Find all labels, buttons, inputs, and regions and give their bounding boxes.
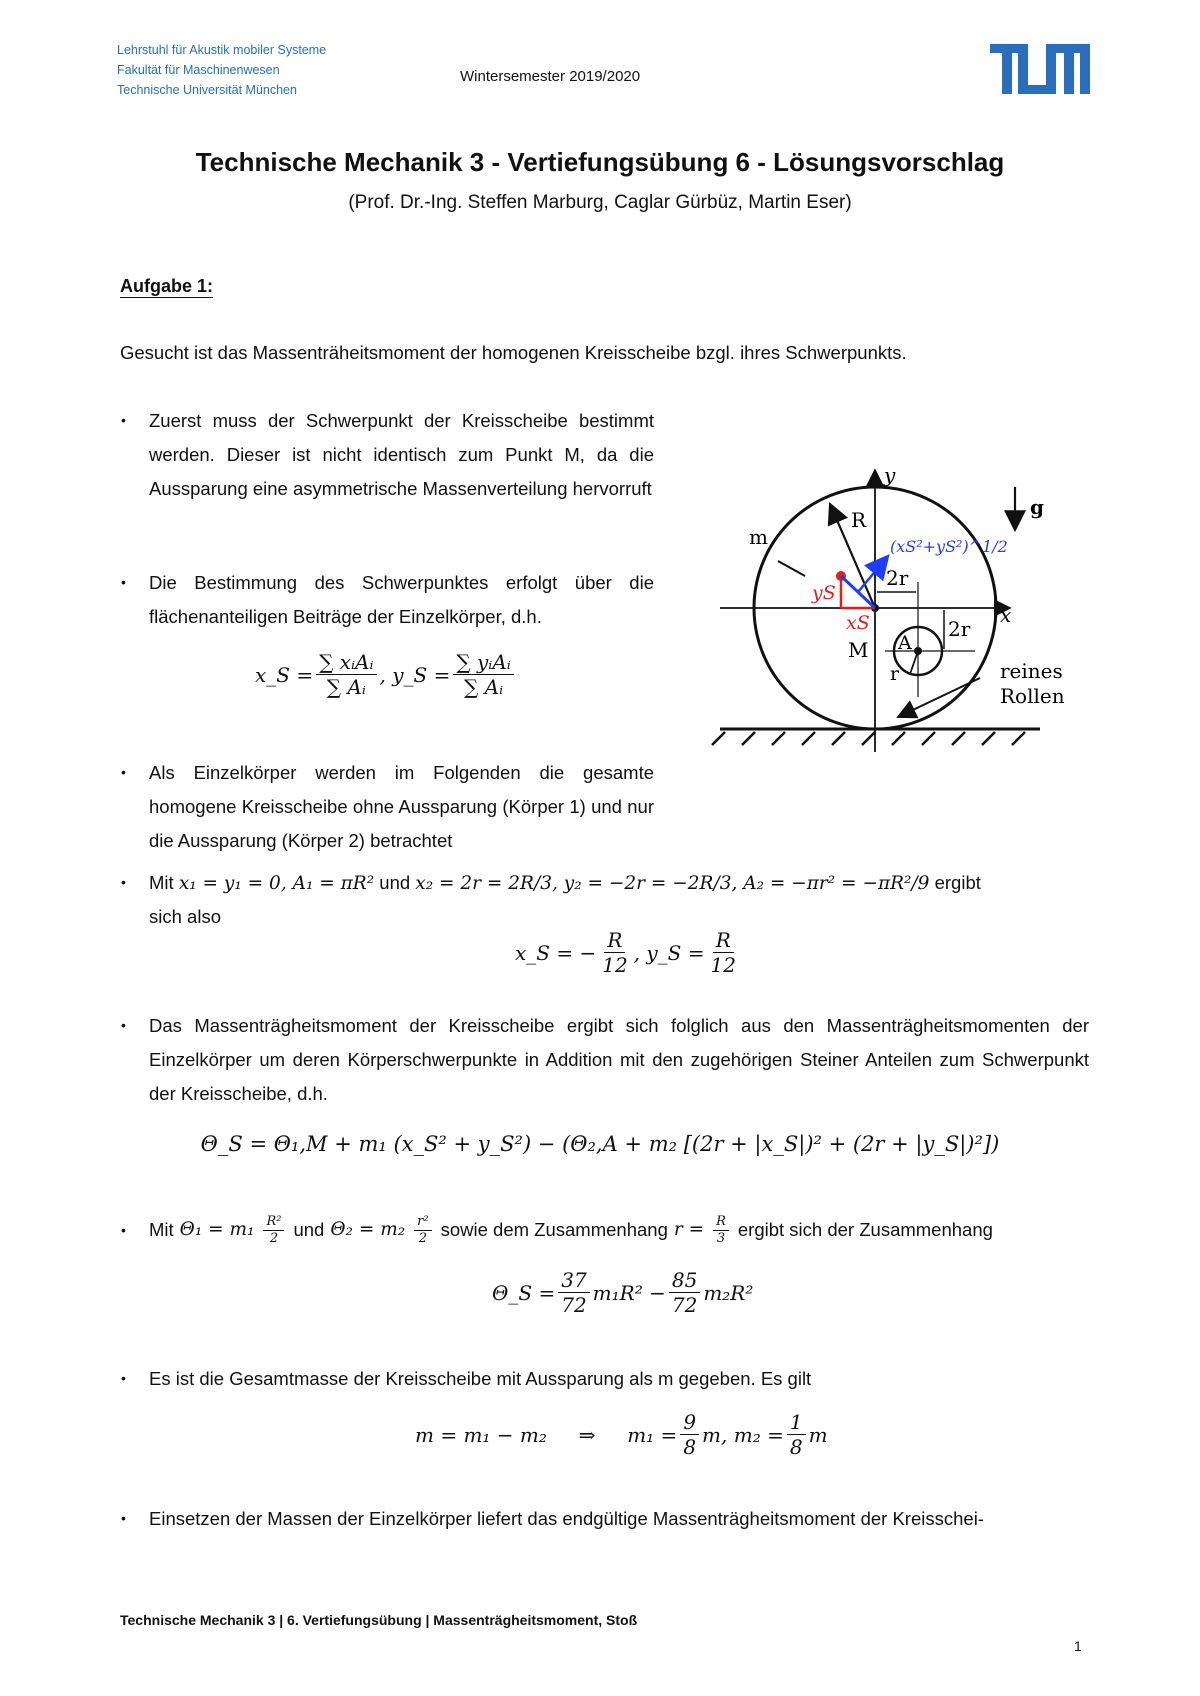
label-xs: xS [846,612,870,634]
eq-text: , y_S = [379,662,451,687]
page-footer: Technische Mechanik 3 | 6. Vertiefungsübung | Massenträgheitsmoment, Stoß [120,1612,638,1628]
task-heading: Aufgabe 1: [120,276,214,296]
text: und [379,872,411,893]
bullet-text-2: Die Bestimmung des Schwerpunktes erfolgt über die flächenanteiligen Beiträge der Einzelkörper, d.h. [149,572,654,627]
eq-text: m₂R² [703,1280,754,1305]
label-reines: reines [1000,659,1063,683]
label-g: g [1030,495,1044,519]
label-ys: yS [812,582,836,604]
fraction [558,1268,589,1317]
tum-logo [990,44,1090,94]
inline-math: x₂ = 2r = 2R/3, y₂ = −2r = −2R/3, A₂ = −πr² = −πR²/9 [415,873,930,894]
equation-centroid-formula [255,650,517,699]
bullet-icon: • [121,1017,126,1033]
bullet-icon: • [121,1222,126,1238]
frac-num: 1 [787,1410,806,1435]
bullet-text-6 [149,1204,1089,1256]
label-m: m [749,525,768,549]
equation-centroid-result [515,928,742,977]
disk-figure [700,452,1120,752]
label-x: x [1000,603,1012,627]
fraction [414,1214,431,1247]
label-A: A [898,632,912,654]
frac-den: 72 [561,1293,587,1317]
fraction [599,928,630,977]
fraction [787,1410,806,1459]
frac-den: 2 [269,1230,279,1246]
frac-num: R [713,1214,729,1231]
bullet-icon: • [121,764,126,780]
label-r: r [890,663,900,685]
text: Mit [149,1219,174,1240]
eq-text: m [808,1422,828,1447]
bullet-text-4 [149,866,1089,901]
institute-block [117,40,326,100]
label-R: R [851,508,867,532]
bullet-text-3: Als Einzelkörper werden im Folgenden die gesamte homogene Kreisscheibe ohne Aussparung (Körper 1) und nur die Aussparung (Körper 2) betrachtet [149,762,654,851]
frac-num: R [604,928,625,953]
eq-text: m₁R² − [592,1280,666,1305]
equation-masses [415,1410,828,1459]
inline-math: x₁ = y₁ = 0, A₁ = πR² [178,873,375,894]
inline-math: Θ₂ = m₂ [330,1219,406,1240]
text: ergibt sich der Zusammenhang [737,1219,993,1240]
frac-num: R [713,928,734,953]
bullet-icon: • [121,412,126,428]
inline-math: r = [673,1219,705,1240]
frac-den: 2 [418,1230,428,1246]
bullet-text-8: Einsetzen der Massen der Einzelkörper liefert das endgültige Massenträgheitsmoment der Kreisschei- [149,1508,984,1529]
eq-text: x_S = − [515,940,597,965]
frac-num: R² [263,1214,284,1231]
fraction [708,928,739,977]
frac-num: ∑ xᵢAᵢ [316,650,376,675]
intro-text: Gesucht ist das Massenträheitsmoment der homogenen Kreisscheibe bzgl. ihres Schwerpunkts. [120,342,907,363]
bullet-icon: • [121,1370,126,1386]
authors-line: (Prof. Dr.-Ing. Steffen Marburg, Caglar Gürbüz, Martin Eser) [348,192,852,213]
bullet-text-7: Es ist die Gesamtmasse der Kreisscheibe mit Aussparung als m gegeben. Es gilt [149,1368,812,1389]
semester-label: Wintersemester 2019/2020 [460,68,641,85]
label-distance: (xS²+yS²)^1/2 [890,537,1008,556]
radius-r [910,651,918,674]
institute-line: Lehrstuhl für Akustik mobiler Systeme [117,43,327,57]
eq-text: Θ_S = [492,1280,556,1305]
bullet-icon: • [121,1510,126,1526]
frac-num: 37 [558,1268,589,1293]
label-rollen: Rollen [1000,684,1065,708]
label-2r-top: 2r [886,566,909,590]
fraction [316,650,376,699]
equation-steiner: Θ_S = Θ₁,M + m₁ (x_S² + y_S²) − (Θ₂,A + m₂ [(2r + |x_S|)² + (2r + |y_S|)²]) [200,1132,1000,1156]
distance-pointer [858,556,888,592]
frac-num: 85 [669,1268,700,1293]
frac-den: ∑ Aᵢ [326,675,366,699]
frac-num: 9 [680,1410,699,1435]
frac-den: 12 [710,953,736,977]
label-M: M [848,638,869,662]
eq-text: m, m₂ = [702,1422,784,1447]
fraction [453,650,513,699]
inline-math: Θ₁ = m₁ [179,1219,255,1240]
bullet-text-5: Das Massenträgheitsmoment der Kreisscheibe ergibt sich folglich aus den Massenträgheitsmomenten der Einzelkörper um deren Körperschwerpunkte in Addition mit den zugehörigen Steiner Anteilen zum Schwerpunkt der Kreisscheibe, d.h. [149,1015,1089,1104]
fraction [680,1410,699,1459]
equation-theta-s [492,1268,753,1317]
institute-line: Technische Universität München [117,83,297,97]
frac-den: 8 [683,1435,697,1459]
bullet-icon: • [121,874,126,890]
text: sowie dem Zusammenhang [440,1219,668,1240]
m-pointer [778,561,805,576]
page-number: 1 [1074,1638,1082,1654]
eq-text: , y_S = [633,940,705,965]
frac-den: 12 [602,953,628,977]
eq-text: x_S = [255,662,314,687]
eq-text: m = m₁ − m₂ ⇒ m₁ = [415,1422,678,1447]
text: ergibt [934,872,981,893]
fraction [669,1268,700,1317]
institute-line: Fakultät für Maschinenwesen [117,63,280,77]
frac-den: 8 [789,1435,803,1459]
frac-den: 72 [671,1293,698,1317]
text: und [293,1219,325,1240]
fraction [263,1214,284,1247]
label-2r-right: 2r [948,617,971,641]
frac-den: 3 [716,1230,726,1246]
frac-num: r² [414,1214,431,1231]
ground-hatching [712,732,1025,745]
fraction [713,1214,729,1247]
bullet-icon: • [121,574,126,590]
bullet-text-4b: sich also [149,906,221,927]
frac-den: ∑ Aᵢ [464,675,504,699]
page-title: Technische Mechanik 3 - Vertiefungsübung 6 - Lösungsvorschlag [195,147,1005,177]
bullet-text-1: Zuerst muss der Schwerpunkt der Kreisscheibe bestimmt werden. Dieser ist nicht identisch zum Punkt M, da die Aussparung eine asymmetrische Massenverteilung hervorruft [149,410,654,499]
text: Mit [149,872,174,893]
label-y: y [884,463,896,487]
frac-num: ∑ yᵢAᵢ [453,650,513,675]
